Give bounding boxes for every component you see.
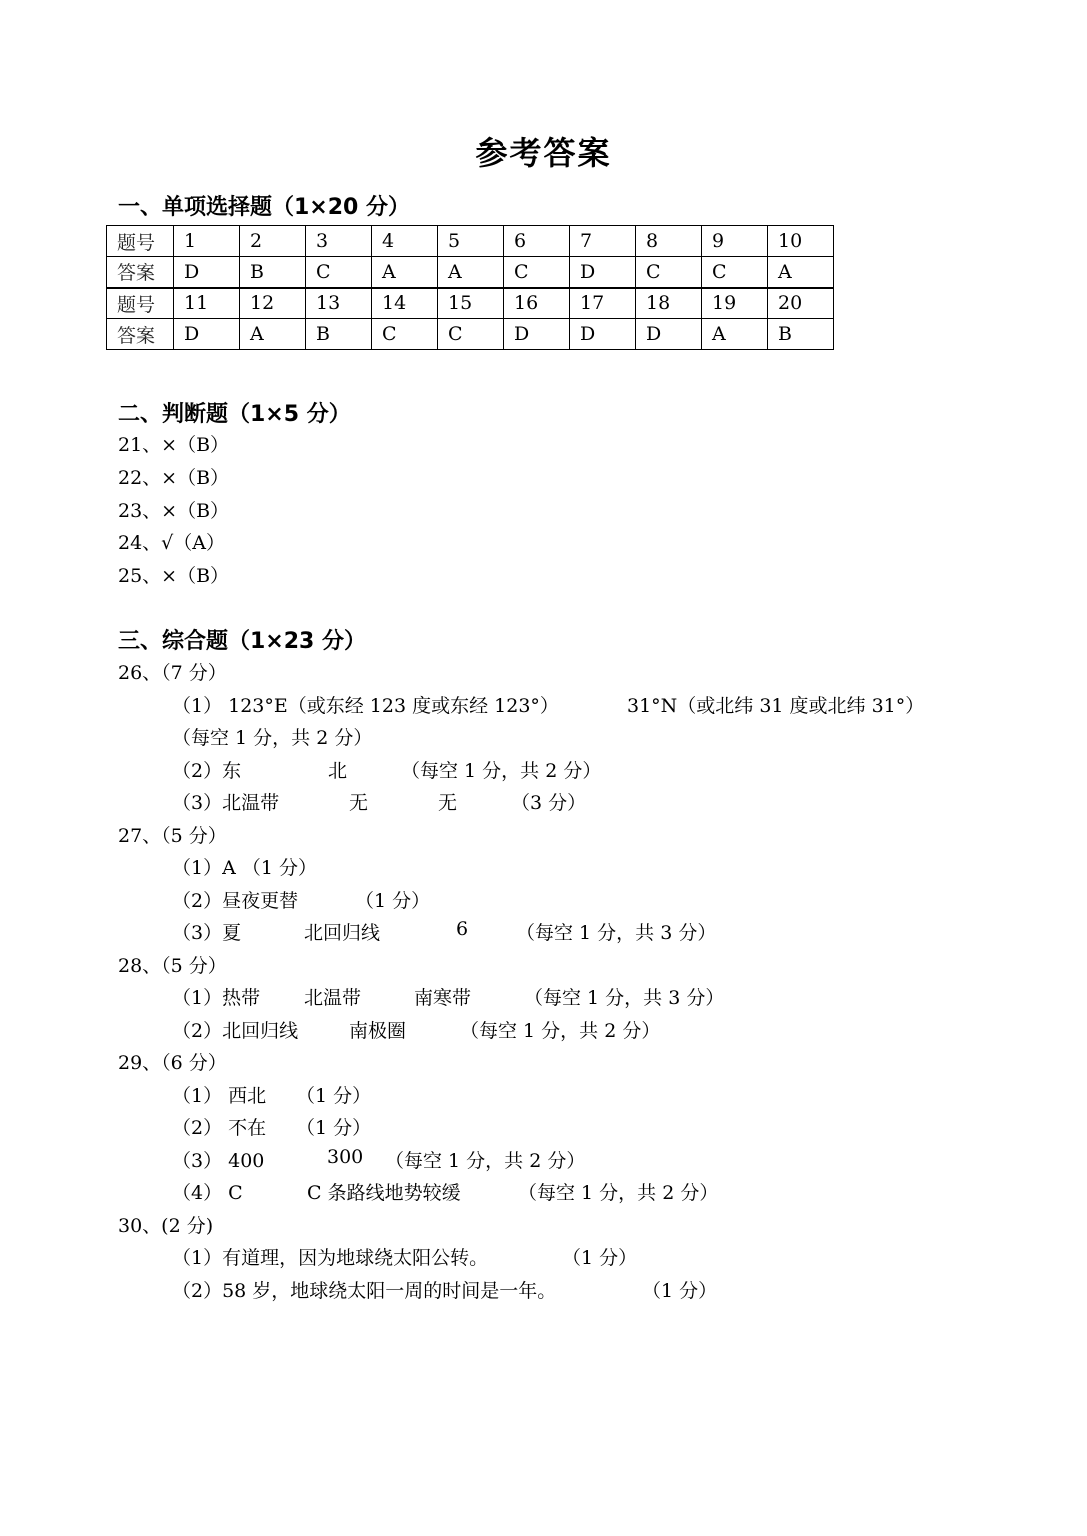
- answer-text: （2）东: [172, 760, 242, 782]
- answer-cell: D: [570, 257, 636, 288]
- answer-cell: A: [438, 257, 504, 288]
- score-note: （1 分）: [355, 890, 431, 912]
- question-number: 27、（5 分）: [118, 825, 227, 847]
- answer-cell: D: [174, 319, 240, 350]
- answer-text: （3）夏: [172, 922, 242, 944]
- answer-text: （2）58 岁，地球绕太阳一周的时间是一年。: [172, 1280, 557, 1302]
- score-note: （3 分）: [511, 792, 587, 814]
- answer-cell: A: [240, 319, 306, 350]
- answer-cell: C: [306, 257, 372, 288]
- score-note: （每空 1 分，共 2 分）: [460, 1020, 661, 1042]
- row-label: 题号: [107, 288, 174, 319]
- score-note: （1 分）: [296, 1117, 372, 1139]
- question-number-cell: 20: [768, 288, 834, 319]
- score-note: （每空 1 分，共 2 分）: [401, 760, 602, 782]
- judge-item: 25、×（B）: [118, 565, 230, 587]
- answer-cell: C: [372, 319, 438, 350]
- question-number-cell: 7: [570, 226, 636, 257]
- answer-text: 南寒带: [414, 987, 472, 1009]
- answer-cell: D: [570, 319, 636, 350]
- answer-text: （2） 不在: [172, 1117, 267, 1139]
- answer-cell: B: [768, 319, 834, 350]
- answer-text: 北温带: [304, 987, 362, 1009]
- answer-cell: C: [636, 257, 702, 288]
- answer-cell: D: [504, 319, 570, 350]
- answer-text: （4） C: [172, 1182, 243, 1204]
- row-label: 题号: [107, 226, 174, 257]
- answer-row: [107, 257, 834, 288]
- section-heading-true-false: 二、判断题（1×5 分）: [118, 402, 351, 427]
- answer-text: （2）北回归线: [172, 1020, 299, 1042]
- question-number-cell: 6: [504, 226, 570, 257]
- judge-item: 21、×（B）: [118, 434, 230, 456]
- question-number-cell: 13: [306, 288, 372, 319]
- answer-text: （3）北温带: [172, 792, 280, 814]
- question-number: 26、（7 分）: [118, 662, 227, 684]
- section-heading-multiple-choice: 一、单项选择题（1×20 分）: [118, 195, 411, 220]
- answer-cell: A: [702, 319, 768, 350]
- score-note: （1 分）: [562, 1247, 638, 1269]
- answer-cell: D: [636, 319, 702, 350]
- answer-cell: D: [174, 257, 240, 288]
- answer-text: （1）热带: [172, 987, 261, 1009]
- answer-cell: C: [438, 319, 504, 350]
- page-title: 参考答案: [475, 134, 612, 172]
- question-number-cell: 4: [372, 226, 438, 257]
- answer-text: 北回归线: [304, 922, 381, 944]
- judge-item: 24、√（A）: [118, 532, 226, 554]
- answer-text: 无: [349, 792, 369, 814]
- answer-cell: B: [240, 257, 306, 288]
- answer-text: （1）A （1 分）: [172, 857, 317, 879]
- answer-table: [106, 225, 834, 350]
- answer-cell: C: [504, 257, 570, 288]
- question-number-cell: 17: [570, 288, 636, 319]
- question-row: [107, 288, 834, 319]
- question-number-cell: 9: [702, 226, 768, 257]
- answer-cell: B: [306, 319, 372, 350]
- answer-text: （3） 400: [172, 1150, 265, 1172]
- question-number-cell: 1: [174, 226, 240, 257]
- question-row: [107, 226, 834, 257]
- question-number-cell: 14: [372, 288, 438, 319]
- row-label: 答案: [107, 319, 174, 350]
- section-heading-comprehensive: 三、综合题（1×23 分）: [118, 629, 367, 654]
- answer-text: 南极圈: [349, 1020, 407, 1042]
- answer-text: （1） 西北: [172, 1085, 267, 1107]
- score-note: （每空 1 分，共 2 分）: [172, 727, 373, 749]
- answer-line: [172, 691, 559, 718]
- answer-text: 无: [438, 792, 458, 814]
- question-number: 30、(2 分): [118, 1215, 214, 1237]
- question-number-cell: 2: [240, 226, 306, 257]
- score-note: （每空 1 分，共 2 分）: [385, 1150, 586, 1172]
- answer-cell: A: [768, 257, 834, 288]
- answer-text: 300: [327, 1146, 364, 1168]
- answer-text: （1） 123°E（或东经 123 度或东经 123°）: [172, 695, 559, 717]
- score-note: （1 分）: [296, 1085, 372, 1107]
- question-number-cell: 19: [702, 288, 768, 319]
- question-number: 28、（5 分）: [118, 955, 227, 977]
- question-number-cell: 11: [174, 288, 240, 319]
- question-number-cell: 16: [504, 288, 570, 319]
- question-number-cell: 3: [306, 226, 372, 257]
- answer-text: （1）有道理，因为地球绕太阳公转。: [172, 1247, 489, 1269]
- question-number-cell: 5: [438, 226, 504, 257]
- answer-cell: A: [372, 257, 438, 288]
- question-number-cell: 12: [240, 288, 306, 319]
- row-label: 答案: [107, 257, 174, 288]
- answer-row: [107, 319, 834, 350]
- score-note: （每空 1 分，共 2 分）: [518, 1182, 719, 1204]
- answer-cell: C: [702, 257, 768, 288]
- score-note: （1 分）: [642, 1280, 718, 1302]
- question-number-cell: 15: [438, 288, 504, 319]
- answer-text: （2）昼夜更替: [172, 890, 299, 912]
- question-number-cell: 8: [636, 226, 702, 257]
- score-note: （每空 1 分，共 3 分）: [516, 922, 717, 944]
- judge-item: 23、×（B）: [118, 500, 230, 522]
- question-number-cell: 10: [768, 226, 834, 257]
- answer-text: 31°N（或北纬 31 度或北纬 31°）: [627, 695, 925, 717]
- answer-text: 6: [456, 918, 469, 940]
- answer-text: C 条路线地势较缓: [307, 1182, 461, 1204]
- question-number: 29、（6 分）: [118, 1052, 227, 1074]
- question-number-cell: 18: [636, 288, 702, 319]
- answer-text: 北: [328, 760, 348, 782]
- score-note: （每空 1 分，共 3 分）: [524, 987, 725, 1009]
- judge-item: 22、×（B）: [118, 467, 230, 489]
